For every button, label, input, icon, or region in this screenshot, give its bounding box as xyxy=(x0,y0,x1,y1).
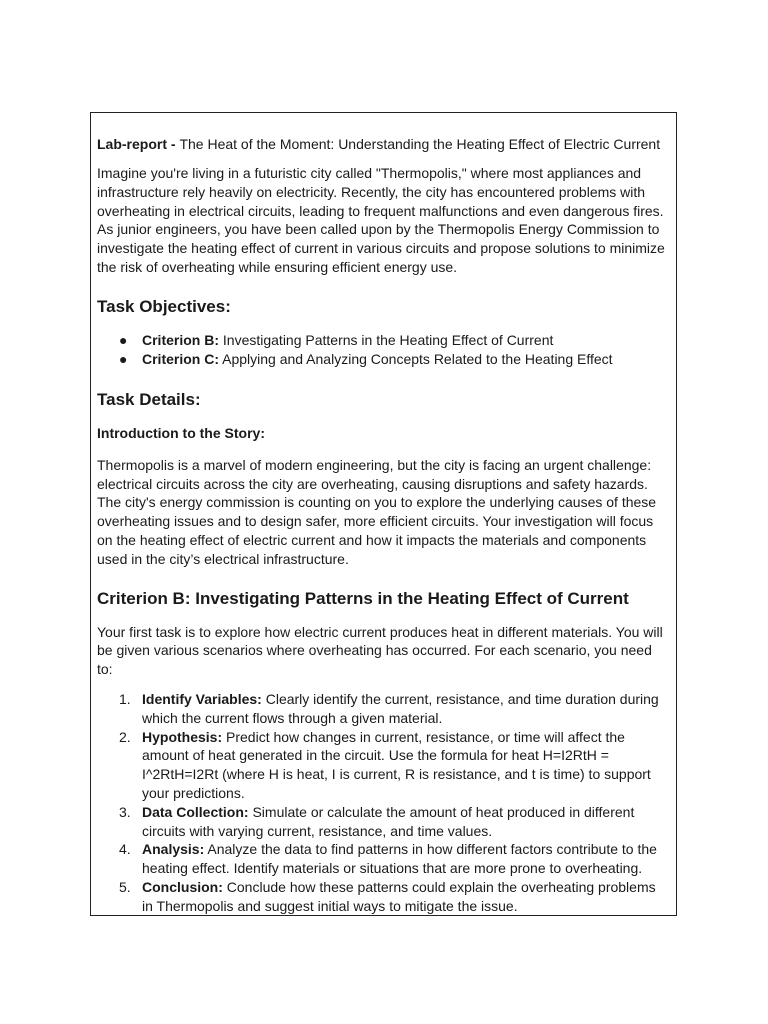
criterion-b-paragraph: Your first task is to explore how electric current produces heat in different materials. You will be given various scenarios where overheating has occurred. For each scenario, you need to: xyxy=(97,623,663,678)
step-label: Data Collection: xyxy=(142,803,249,820)
intro-paragraph: Imagine you're living in a futuristic city called "Thermopolis," where most appliances and infrastructure rely heavily on electricity. Recently, the city has encountered problems with overheating in electrical circuits, leading to frequent malfunctions and even dangerous fires. As junior engineers, you have been called upon by the Thermopolis Energy Commission to investigate the heating effect of current in various circuits and propose solutions to minimize the risk of overheating while ensuring efficient energy use. xyxy=(97,165,665,275)
step-number: 2. xyxy=(119,728,131,745)
objective-text: Investigating Patterns in the Heating Effect of Current xyxy=(219,331,554,348)
story-paragraph: Thermopolis is a marvel of modern engineering, but the city is facing an urgent challenge: electrical circuits across the city are overheating, causing disruptions and safety hazards. The city's energy commission is counting on you to explore the underlying causes of these overheating issues and to design safer, more efficient circuits. Your investigation will focus on the heating effect of electric current and how it impacts the materials and components used in the city’s electrical infrastructure. xyxy=(97,456,657,567)
objective-item xyxy=(97,331,670,351)
step-text: Conclude how these patterns could explain the overheating problems in Thermopolis and suggest initial ways to mitigate the issue. xyxy=(142,878,656,914)
task-objectives-heading: Task Objectives: xyxy=(97,296,231,316)
criterion-b-heading: Criterion B: Investigating Patterns in the Heating Effect of Current xyxy=(97,588,629,608)
step-text: Simulate or calculate the amount of heat produced in different circuits with varying current, resistance, and time values. xyxy=(142,803,635,839)
step-label: Analysis: xyxy=(142,841,205,858)
step-item xyxy=(97,803,670,841)
document-page xyxy=(90,112,677,916)
step-number: 1. xyxy=(119,690,131,707)
title-prefix: Lab-report - xyxy=(97,136,180,152)
step-number: 3. xyxy=(119,803,131,820)
step-number: 4. xyxy=(119,841,131,858)
story-intro-subheading: Introduction to the Story: xyxy=(97,424,265,441)
lab-report-title xyxy=(97,135,670,153)
bullet-icon: ● xyxy=(119,331,128,348)
criterion-b-steps xyxy=(97,690,670,916)
bullet-icon: ● xyxy=(119,351,128,368)
task-objectives-list xyxy=(97,331,670,370)
step-label: Conclusion: xyxy=(142,878,223,895)
objective-label: Criterion C: xyxy=(142,351,219,368)
objective-label: Criterion B: xyxy=(142,331,219,348)
objective-item xyxy=(97,350,670,370)
task-details-heading: Task Details: xyxy=(97,389,201,409)
title-text: The Heat of the Moment: Understanding the Heating Effect of Electric Current xyxy=(179,136,661,152)
step-text: Clearly identify the current, resistance, and time duration during which the current flows through a given material. xyxy=(142,690,659,726)
step-label: Identify Variables: xyxy=(142,690,262,707)
step-text: Analyze the data to find patterns in how different factors contribute to the heating effect. Identify materials or situations that are more prone to overheating. xyxy=(142,841,657,877)
step-label: Hypothesis: xyxy=(142,728,223,745)
step-item xyxy=(97,728,670,803)
step-item xyxy=(97,840,670,878)
objective-text: Applying and Analyzing Concepts Related to the Heating Effect xyxy=(219,351,613,368)
step-text: Predict how changes in current, resistance, or time will affect the amount of heat generated in the circuit. Use the formula for heat H=I2RtH = I^2RtH=I2Rt (where H is heat, I is current, R is resistance, and t is time) to support your predictions. xyxy=(142,728,651,801)
step-item xyxy=(97,878,670,916)
step-item xyxy=(97,690,670,728)
step-number: 5. xyxy=(119,878,131,895)
